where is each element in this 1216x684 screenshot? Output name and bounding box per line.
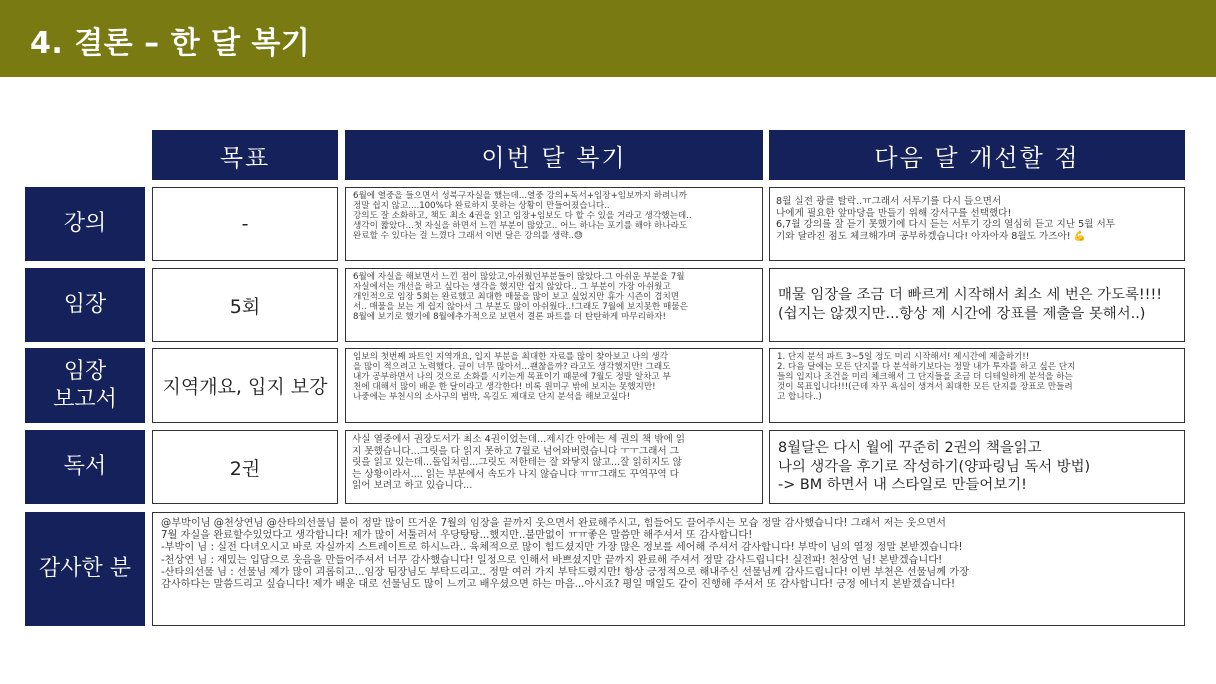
header-review: 이번 달 복기 [345,130,763,180]
page-title: 4. 결론 – 한 달 복기 [30,26,311,61]
improve-imjang: 매물 임장을 조금 더 빠르게 시작해서 최소 세 번은 가도록!!!! (쉽지는 않겠지만...항상 제 시간에 장표를 제출을 못해서..) [769,268,1185,342]
row-label-imjang: 임장 [25,268,145,342]
review-lecture: 6월에 열중을 들으면서 성북구자실을 했는데...열중 강의+독서+임장+임보까지 하려니까 정말 쉽지 않고....100%다 완료하지 못하는 상황이 만들어졌습니다.. 강의도 잘 소화하고, 책도 최소 4권을 읽고 임장+임보도 다 할 수 있을 거라고 생각했는데.. 생각이 짧았다...첫 자실을 하면서 느낀 부분이 많았고.. 어느 하나는 포기를 해야 하나라도 완료할 수 있다는 걸 느꼈다 그래서 이번 달은 강의를 생략..😓 [345,187,763,261]
review-report: 임보의 첫번째 파트인 지역개요, 입지 부분을 최대한 자료를 많이 찾아보고 나의 생각 을 많이 적으려고 노력했다. 글이 너무 많아서...괜찮을까? 라고도 생각했지만! 그래도 내가 공부하면서 나의 것으로 소화를 시키는게 목표이기 때문에 7월도 정말 알차고 부 천에 대해서 많이 배운 한 달이라고 생각한다! 비록 원미구 밖에 보지는 못했지만! 나중에는 부천시의 소사구의 범박, 옥길도 제대로 단지 분석을 해보고싶다! [345,348,763,423]
row-label-thanks: 감사한 분 [25,512,145,626]
row-label-report: 임장 보고서 [25,348,145,423]
row-label-reading: 독서 [25,430,145,504]
title-bar [0,0,1216,77]
review-imjang: 6월에 자실을 해보면서 느낀 점이 많았고,아쉬웠던부분들이 많았다.그 아쉬운 부분을 7월 자실에서는 개선을 하고 싶다는 생각을 했지만 쉽지 않았다.. 그 부분이 가장 아쉬웠고 개인적으로 임장 5회는 완료했고 최대한 매물을 많이 보고 싶었지만 휴가 시즌이 겹치면 서.. 매물을 보는 게 쉽지 않아서 그 부분도 많이 아쉬웠다..!그래도 7월에 보지못한 매물은 8월에 보기로 했기에 8월에추가적으로 보면서 결론 파트를 더 탄탄하게 마무리하자! [345,268,763,342]
thanks-text: @부박이님 @천상연님 @산타의선물님 붙이 정말 많이 뜨거운 7월의 임장을 끝까지 웃으면서 완료해주시고, 힘들어도 끌어주시는 모습 정말 감사했습니다! 그래서 저는 웃으면서 7월 자실을 완료할수있었다고 생각합니다! 제가 많이 서툴러서 우당탕탕...했지만..불만없이 ㅠㅠ좋은 말씀만 해주셔서 또 감사합니다! -부박이 님 : 실전 다녀오시고 바로 자실까지 스트레이트로 하시느라.. 육체적으로 많이 힘드셨지만 가장 많은 정보를 세어해 주셔서 감사합니다! 부박이 님의 열정 정말 본받겠습니다! -천상연 님 : 재밌는 입담으로 웃음을 만들어주셔서 너무 감사했습니다! 일정으로 인해서 바쁘셨지만 끝까지 완료해 주셔서 정말 감사드립니다! 실전파! 천상연 님! 본받겠습니다! -산타의선물 님 : 선물님 제가 많이 괴롭히고...임장 팀장님도 부탁드리고.. 정말 여러 가지 부탁드렸지만! 항상 긍정적으로 해내주신 선물님께 감사드립니다! 이번 부천은 선물님께 가장 감사하다는 말씀드리고 싶습니다! 제가 배운 대로 선물님도 많이 느끼고 배우셨으면 하는 마음...아시죠? 평일 매일도 같이 진행해 주셔서 또 감사합니다! 긍정 에너지 본받겠습니다! [152,512,1185,626]
goal-reading: 2권 [152,430,338,504]
improve-report: 1. 단지 분석 파트 3~5일 정도 미리 시작해서! 제시간에 제출하기!! 2. 다음 달에는 모든 단지를 다 분석하기보다는 정말 내가 투자를 하고 싶은 단지 들의 입지나 조건을 미리 체크해서 그 단지들을 조금 더 디테일하게 분석을 하는 것이 목표입니다!!!(근데 자꾸 욕심이 생겨서 최대한 모든 단지를 장표로 만들려 고 합니다..) [769,348,1185,423]
goal-lecture: - [152,187,338,261]
improve-reading: 8월달은 다시 월에 꾸준히 2권의 책을읽고 나의 생각을 후기로 작성하기(양파링님 독서 방법) -> BM 하면서 내 스타일로 만들어보기! [769,430,1185,504]
header-improve: 다음 달 개선할 점 [769,130,1185,180]
improve-lecture: 8월 실전 광클 탈락..ㅠ그래서 서투기를 다시 들으면서 나에게 필요한 앞마당을 만들기 위해 강서구를 선택했다! 6,7월 강의를 잘 듣기 못했기에 다시 듣는 서투기 강의 열심히 듣고 지난 5월 서투 기와 달라진 점도 체크해가며 공부하겠습니다! 아자아자 8월도 가즈아! 💪 [769,187,1185,261]
review-reading: 사실 열중에서 권장도서가 최소 4권이었는데...제시간 안에는 세 권의 책 밖에 읽 지 못했습니다...그릿을 다 읽지 못하고 7월로 넘어와버렸습니다 ㅜㅜ그래서 그 릿을 읽고 있는데...돌입처럼...그릿도 저한테는 잘 와닿지 않고...잘 읽히지도 않 는 상황이라서.... 읽는 부분에서 속도가 나지 않습니다 ㅠㅠ그래도 꾸역꾸역 다 읽어 보려고 하고 있습니다... [345,430,763,504]
goal-report: 지역개요, 입지 보강 [152,348,338,423]
goal-imjang: 5회 [152,268,338,342]
row-label-lecture: 강의 [25,187,145,261]
header-goal: 목표 [152,130,338,180]
